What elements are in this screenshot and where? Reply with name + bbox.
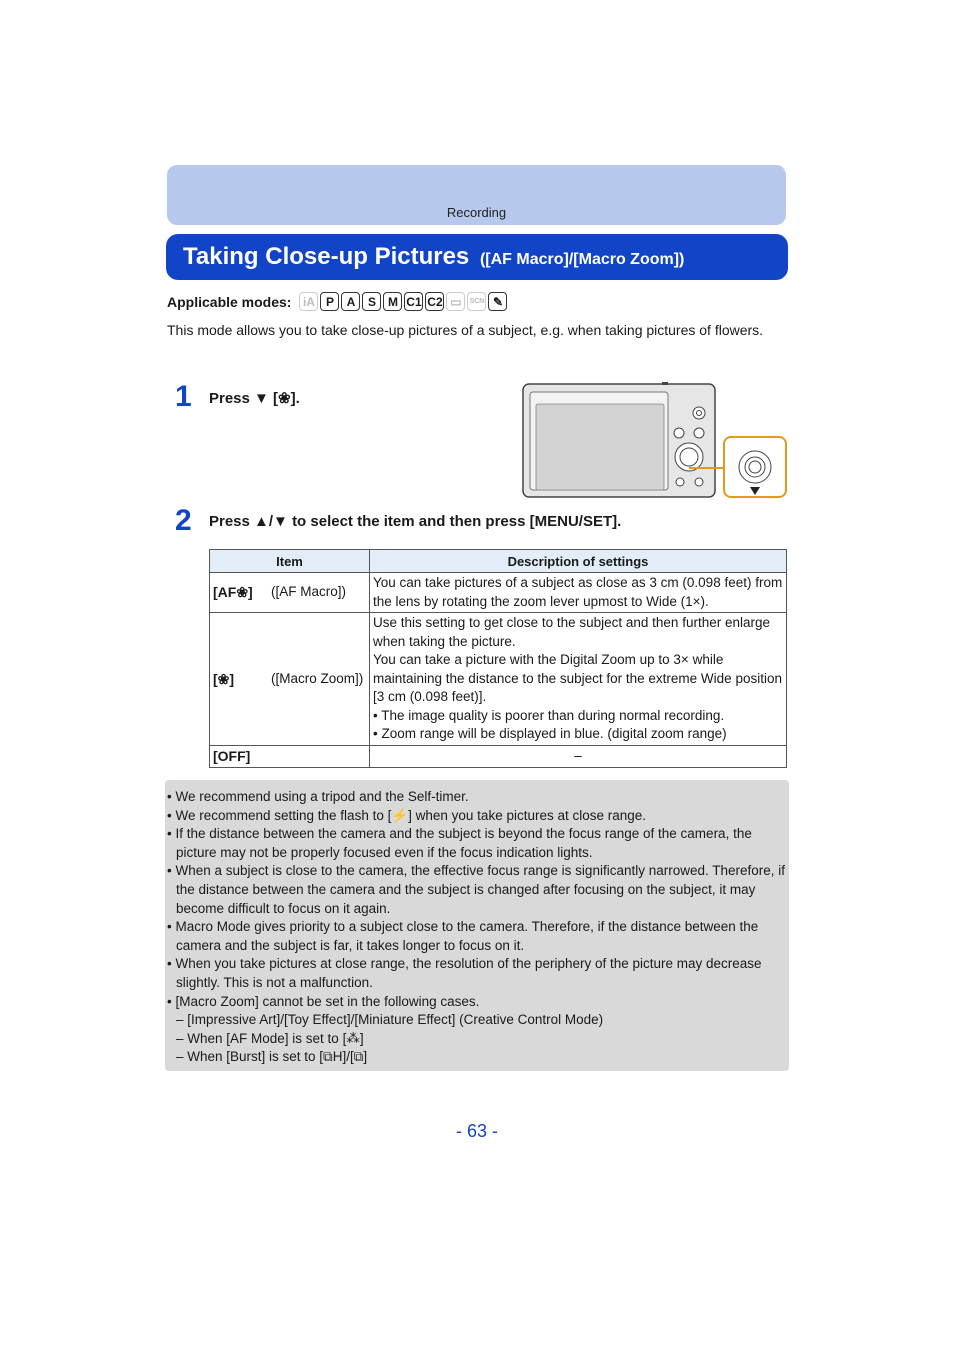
note-item: • When you take pictures at close range, the resolution of the periphery of the picture may decrease slightly. This is not a malfunction. (167, 956, 762, 990)
item-cell (210, 745, 370, 768)
page-title-main: Taking Close-up Pictures (183, 243, 470, 270)
sub-note-item: – When [Burst] is set to [⧉H]/[⧉] (176, 1049, 368, 1065)
page-title-sub: ([AF Macro]/[Macro Zoom]) (479, 251, 685, 268)
off-label: [OFF] (213, 747, 251, 764)
mode-c1-icon: C1 (404, 292, 423, 311)
step-1-number: 1 (175, 380, 192, 413)
description-line: – (574, 748, 582, 763)
page-title (183, 243, 684, 271)
step-1-text: Press ▼ [❀]. (209, 390, 300, 407)
step-2-number: 2 (175, 504, 192, 537)
intro-text: This mode allows you to take close-up pictures of a subject, e.g. when taking pictures of flowers. (167, 322, 764, 338)
af-macro-icon: [AF❀] (213, 584, 253, 601)
section-header (167, 165, 786, 225)
description-line: • Zoom range will be displayed in blue. (digital zoom range) (373, 726, 727, 741)
table-row (210, 745, 787, 768)
section-label: Recording (446, 205, 507, 220)
notes-box (165, 780, 789, 1071)
settings-table (209, 549, 787, 768)
table-row (210, 573, 787, 613)
applicable-modes (167, 292, 507, 311)
mode-creative-icon: ✎ (488, 292, 507, 311)
note-item: • We recommend using a tripod and the Self-timer. (167, 789, 469, 804)
title-bar (166, 234, 788, 280)
note-item: • When a subject is close to the camera, the effective focus range is significantly narrowed. Therefore, if the distance between the camera and the subject is changed after focusing on the subject, it may become difficult to focus on it again. (167, 863, 786, 916)
macro-zoom-icon: [❀] (213, 670, 235, 687)
mode-c2-icon: C2 (425, 292, 444, 311)
description-line: Use this setting to get close to the subject and then further enlarge when taking the picture. (373, 615, 770, 649)
sub-note-item: – [Impressive Art]/[Toy Effect]/[Miniature Effect] (Creative Control Mode) (176, 1012, 604, 1028)
modes-label: Applicable modes: (167, 293, 292, 310)
sub-note-item: – When [AF Mode] is set to [⁂] (176, 1030, 364, 1046)
mode-a-icon: A (341, 292, 360, 311)
mode-panorama-icon: ▭ (446, 292, 465, 311)
description-cell (370, 573, 787, 613)
note-item: • [Macro Zoom] cannot be set in the following cases. (167, 993, 480, 1009)
description-line: You can take pictures of a subject as close as 3 cm (0.098 feet) from the lens by rotating the zoom lever upmost to Wide (1×). (373, 575, 783, 609)
table-header-row (210, 550, 787, 573)
item-cell (210, 573, 370, 613)
mode-ia-icon: iA (299, 292, 318, 311)
mode-s-icon: S (362, 292, 381, 311)
column-header-description: Description of settings (370, 550, 787, 573)
description-cell (370, 613, 787, 746)
item-cell (210, 613, 370, 746)
column-header-item: Item (210, 550, 370, 573)
mode-m-icon: M (383, 292, 402, 311)
step-2-text: Press ▲/▼ to select the item and then press [MENU/SET]. (209, 513, 622, 530)
camera-back-illustration (522, 382, 788, 500)
item-name: ([AF Macro]) (271, 584, 347, 600)
note-item: • Macro Mode gives priority to a subject close to the camera. Therefore, if the distance between the camera and the subject is far, it takes longer to focus on it. (167, 919, 759, 953)
note-item: • We recommend setting the flash to [⚡] when you take pictures at close range. (167, 807, 647, 823)
page-number: - 63 - (455, 1121, 498, 1141)
note-item: • If the distance between the camera and the subject is beyond the focus range of the camera, the picture may not be properly focused even if the focus indication lights. (167, 826, 752, 860)
mode-p-icon: P (320, 292, 339, 311)
description-line: You can take a picture with the Digital Zoom up to 3× while maintaining the distance to the subject for the extreme Wide position [3 cm (0.098 feet)]. (373, 652, 782, 704)
mode-scn-icon: SCN (467, 292, 486, 311)
description-line: • The image quality is poorer than during normal recording. (373, 707, 725, 723)
description-cell (370, 745, 787, 768)
item-name: ([Macro Zoom]) (271, 670, 364, 686)
table-row (210, 613, 787, 746)
mode-icons (299, 292, 507, 311)
